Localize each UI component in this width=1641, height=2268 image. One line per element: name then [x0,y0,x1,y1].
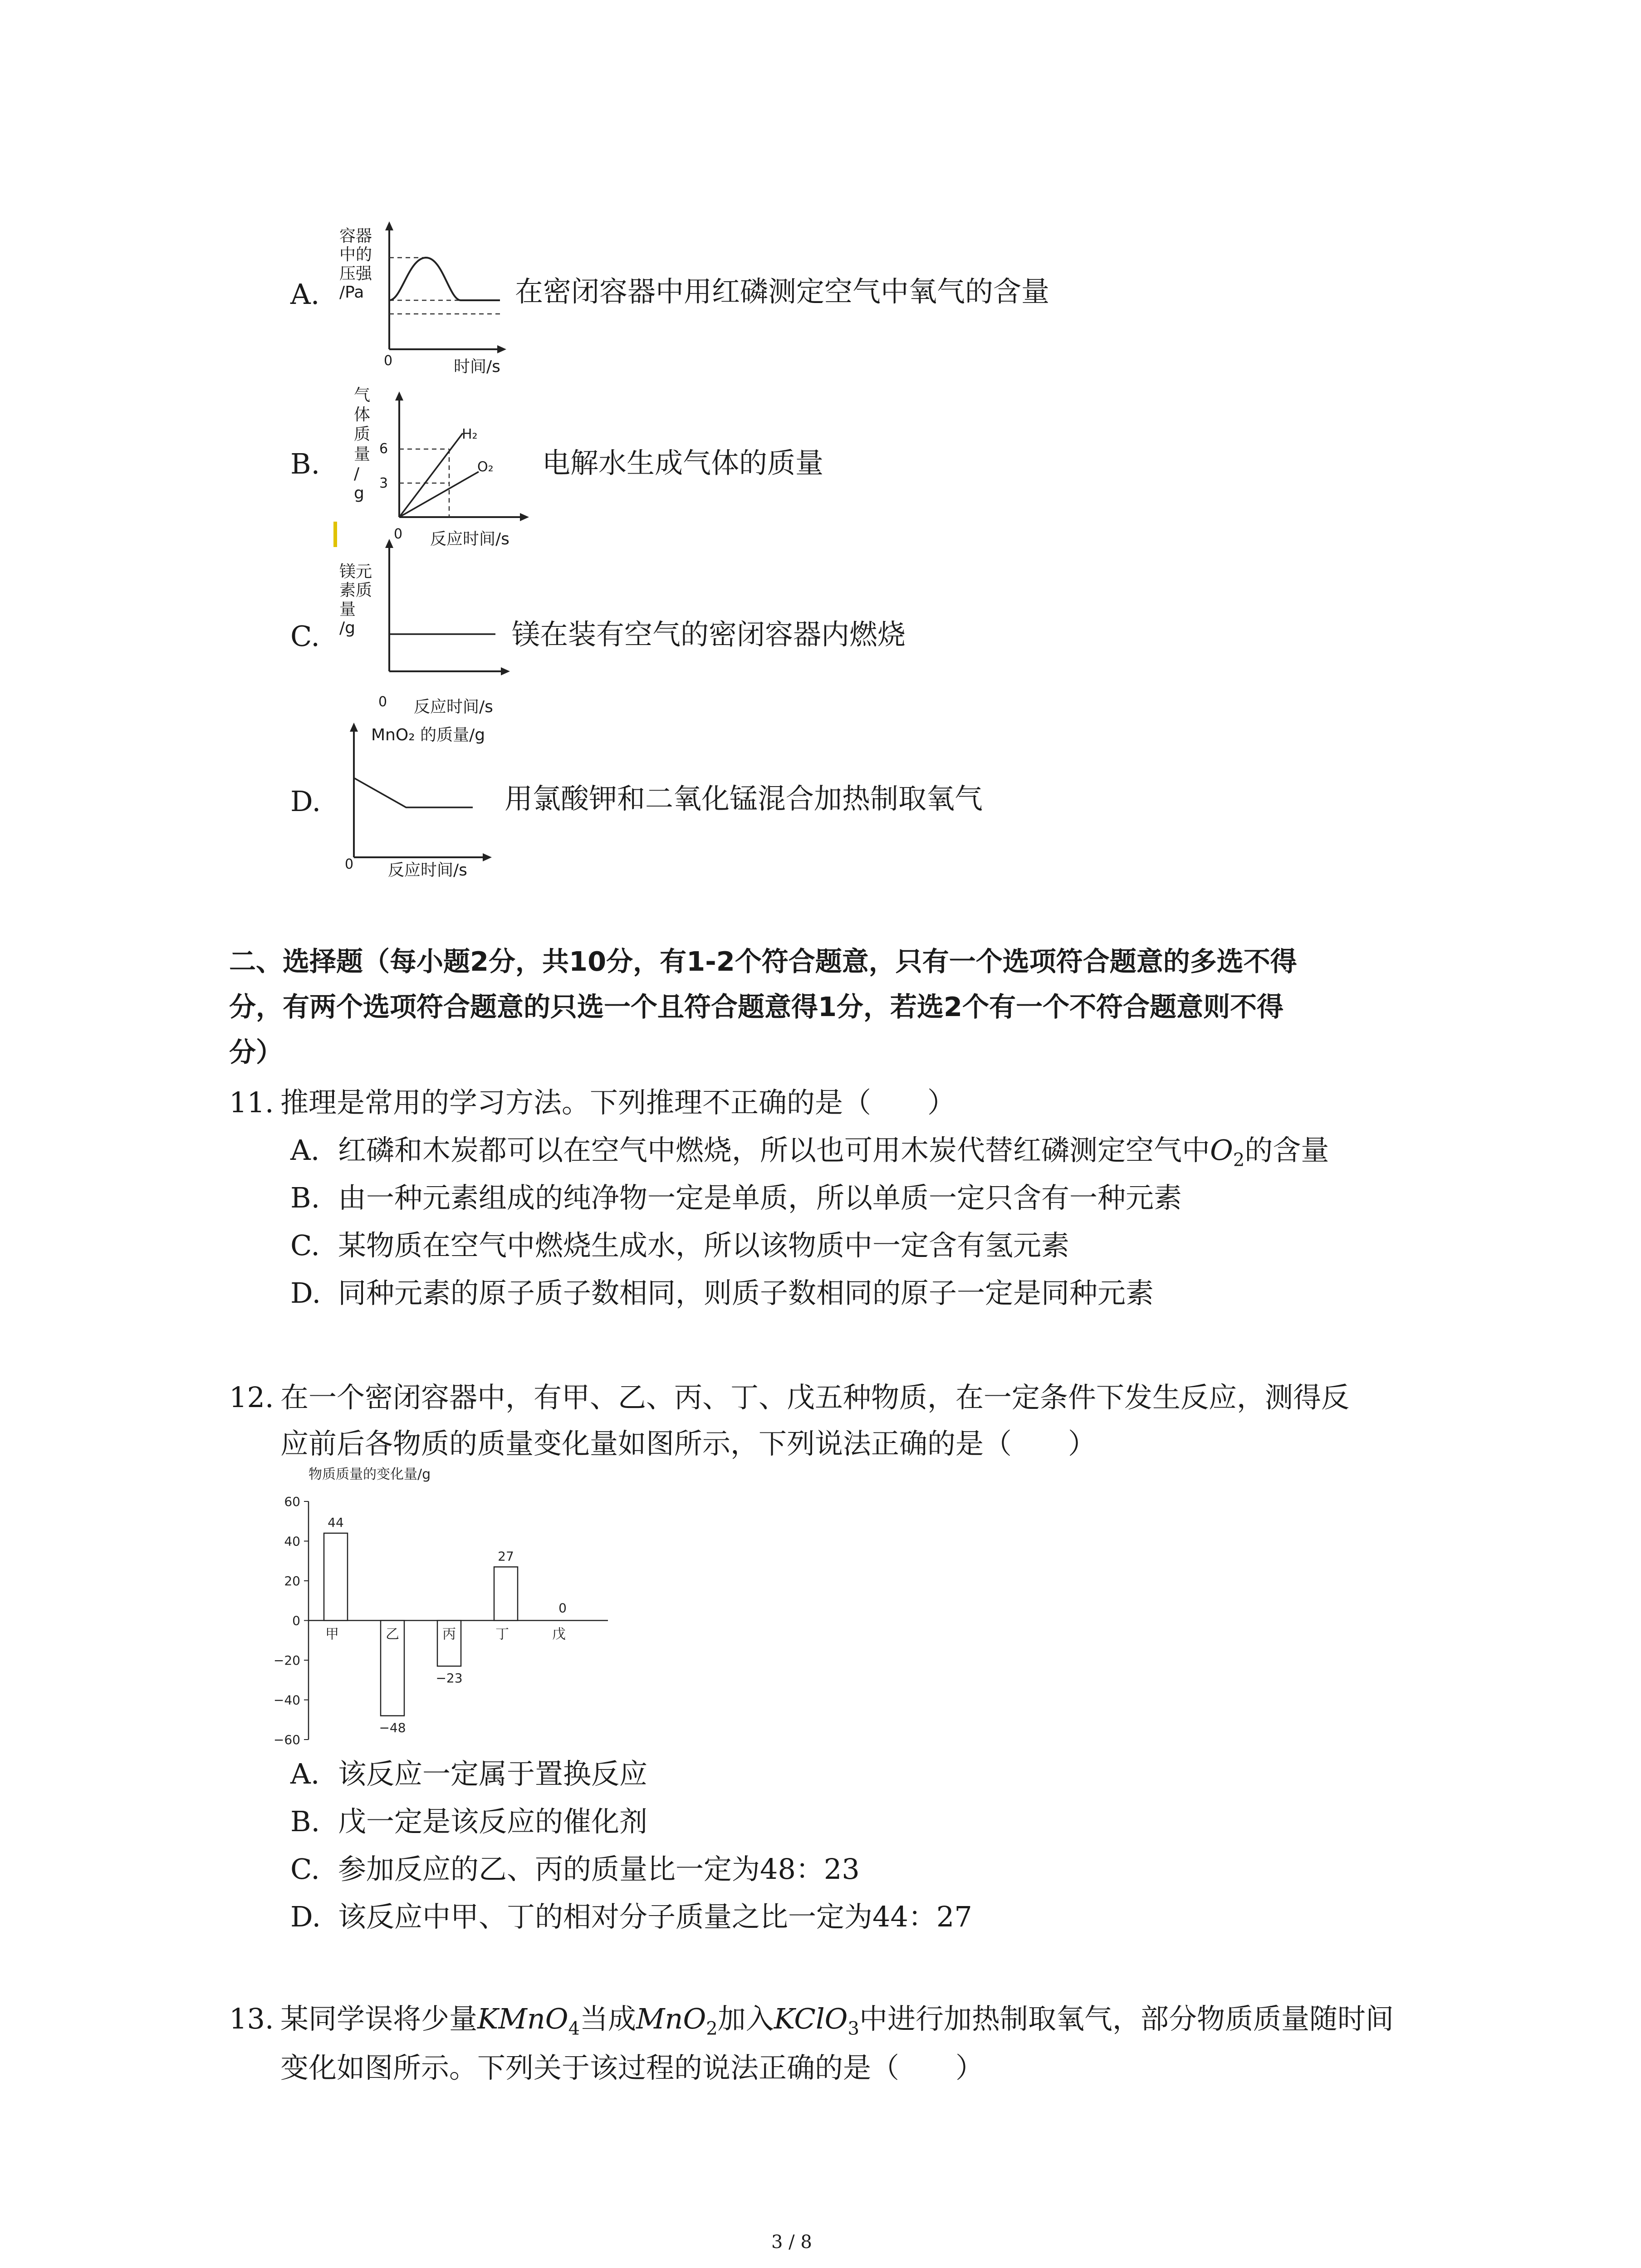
option-a-xlabel: 时间/s [454,357,500,376]
option-text-tail: 的含量 [1244,1134,1329,1167]
y-tick-label: −60 [273,1732,300,1747]
bar-甲 [324,1533,348,1621]
q11-option-c-letter: C. [290,1229,320,1262]
option-b-xlabel: 反应时间/s [430,530,509,548]
option-d-letter: D. [290,785,321,818]
formula-subscript: 2 [1233,1149,1245,1171]
data-label: −48 [379,1720,406,1735]
category-label: 丙 [442,1626,456,1642]
option-d-origin: 0 [345,856,354,872]
y-axis-ticks [274,1494,309,1747]
ylabel-line: g [354,484,364,503]
series-label-o2: O₂ [477,459,494,475]
option-a-graph [381,218,513,367]
option-d-ylabel: MnO₂ 的质量/g [371,726,485,744]
option-c-letter: C. [290,620,320,653]
q13-stem-line-2: 变化如图所示。下列关于该过程的说法正确的是（ ） [280,2051,984,2084]
page-number: 3 / 8 [771,2232,812,2253]
option-b-letter: B. [290,447,320,480]
y-tick-label: 60 [284,1494,300,1509]
bar-丁 [494,1567,518,1620]
data-label: −23 [436,1671,463,1686]
y-tick-label: 40 [284,1534,300,1549]
formula: KMnO [477,2002,568,2035]
q13-number: 13. [229,2002,274,2035]
category-label: 戊 [552,1626,566,1642]
option-d-xlabel: 反应时间/s [388,861,467,880]
y-tick-label: 20 [284,1574,300,1589]
series-label-h2: H₂ [462,426,478,442]
q12-option-d-letter: D. [290,1900,321,1933]
y-tick-label: −20 [273,1653,300,1668]
ylabel-line: 容器 [339,227,372,245]
ylabel-line: 素质 [339,581,372,600]
option-d-graph [345,719,499,873]
q12-option-a: 该反应一定属于置换反应 [338,1757,648,1790]
option-b-origin: 0 [394,526,403,542]
y-tick-3: 3 [379,475,388,491]
ylabel-line: / [354,464,360,483]
ylabel-line: 气 [354,386,371,405]
option-c-origin: 0 [378,694,387,710]
option-a-description: 在密闭容器中用红磷测定空气中氧气的含量 [515,275,1050,308]
formula: KClO [774,2002,848,2035]
chart-title: 物质质量的变化量/g [309,1466,431,1482]
ylabel-line: 体 [354,406,371,425]
ylabel-line: /Pa [339,283,364,302]
q12-number: 12. [229,1381,274,1414]
q12-stem-line-1: 在一个密闭容器中，有甲、乙、丙、丁、戊五种物质，在一定条件下发生反应，测得反 [280,1381,1350,1414]
ylabel-line: 压强 [339,264,372,283]
q12-option-c: 参加反应的乙、丙的质量比一定为48：23 [338,1853,860,1886]
option-b-ylabel [354,386,370,503]
q11-option-b: 由一种元素组成的纯净物一定是单质，所以单质一定只含有一种元素 [338,1181,1182,1214]
option-c-description: 镁在装有空气的密闭容器内燃烧 [512,618,906,651]
q11-option-d-letter: D. [290,1276,321,1310]
category-label: 乙 [386,1626,399,1642]
q11-option-b-letter: B. [290,1181,320,1214]
section-heading-line-3: 分） [229,1036,283,1068]
formula-subscript: 3 [847,2018,859,2039]
margin-mark [333,522,337,547]
formula-subscript: 4 [568,2018,580,2039]
data-label: 0 [558,1600,567,1616]
q11-stem: 推理是常用的学习方法。下列推理不正确的是（ ） [280,1086,956,1119]
section-heading-line-1: 二、选择题（每小题2分，共10分，有1-2个符合题意，只有一个选项符合题意的多选不得 [229,946,1297,977]
option-text: 红磷和木炭都可以在空气中燃烧，所以也可用木炭代替红磷测定空气中 [338,1134,1210,1167]
option-b-description: 电解水生成气体的质量 [542,446,824,479]
option-d-description: 用氯酸钾和二氧化锰混合加热制取氧气 [505,782,983,815]
q12-option-c-letter: C. [290,1853,320,1886]
y-tick-6: 6 [379,441,388,457]
y-tick-label: 0 [292,1613,300,1628]
category-label: 甲 [325,1626,339,1642]
option-a-origin: 0 [384,353,393,369]
ylabel-line: 中的 [339,245,372,264]
q12-stem-line-2: 应前后各物质的质量变化量如图所示，下列说法正确的是（ ） [280,1427,1097,1460]
q13-stem-line-1: 某同学误将少量KMnO$_4$当成MnO$_2$加入KClO$_3$中进行加热制取氧气，部分物质质量随时间 [280,2002,1394,2039]
data-label: 44 [328,1515,344,1530]
ylabel-line: 量 [354,445,371,464]
option-a-ylabel [339,227,372,302]
formula-subscript: 2 [706,2018,718,2039]
q11-option-a [338,1136,1329,1169]
q12-option-b-letter: B. [290,1805,320,1838]
option-c-graph [381,535,517,685]
y-tick-label: −40 [273,1692,300,1708]
option-a-letter: A. [290,278,320,311]
q12-bar-chart [254,1465,626,1760]
q11-number: 11. [229,1086,274,1119]
q12-option-d: 该反应中甲、丁的相对分子质量之比一定为44：27 [338,1900,972,1933]
formula: O [1210,1134,1233,1167]
option-c-xlabel: 反应时间/s [414,698,493,716]
ylabel-line: 量 [339,600,356,619]
q11-option-a-letter: A. [290,1134,320,1167]
option-c-ylabel [339,562,372,638]
q11-option-d: 同种元素的原子质子数相同，则质子数相同的原子一定是同种元素 [338,1276,1154,1310]
category-label: 丁 [495,1626,509,1642]
q12-option-b: 戊一定是该反应的催化剂 [338,1805,648,1838]
ylabel-line: /g [339,619,355,638]
q12-option-a-letter: A. [290,1757,320,1790]
ylabel-line: 镁元 [339,562,372,581]
option-b-graph [390,388,535,528]
bars [324,1515,567,1735]
data-label: 27 [498,1549,514,1564]
ylabel-line: 质 [354,425,371,444]
q11-option-c: 某物质在空气中燃烧生成水，所以该物质中一定含有氢元素 [338,1229,1070,1262]
formula: MnO [636,2002,706,2035]
section-heading-line-2: 分，有两个选项符合题意的只选一个且符合题意得1分，若选2个有一个不符合题意则不得 [229,991,1284,1022]
